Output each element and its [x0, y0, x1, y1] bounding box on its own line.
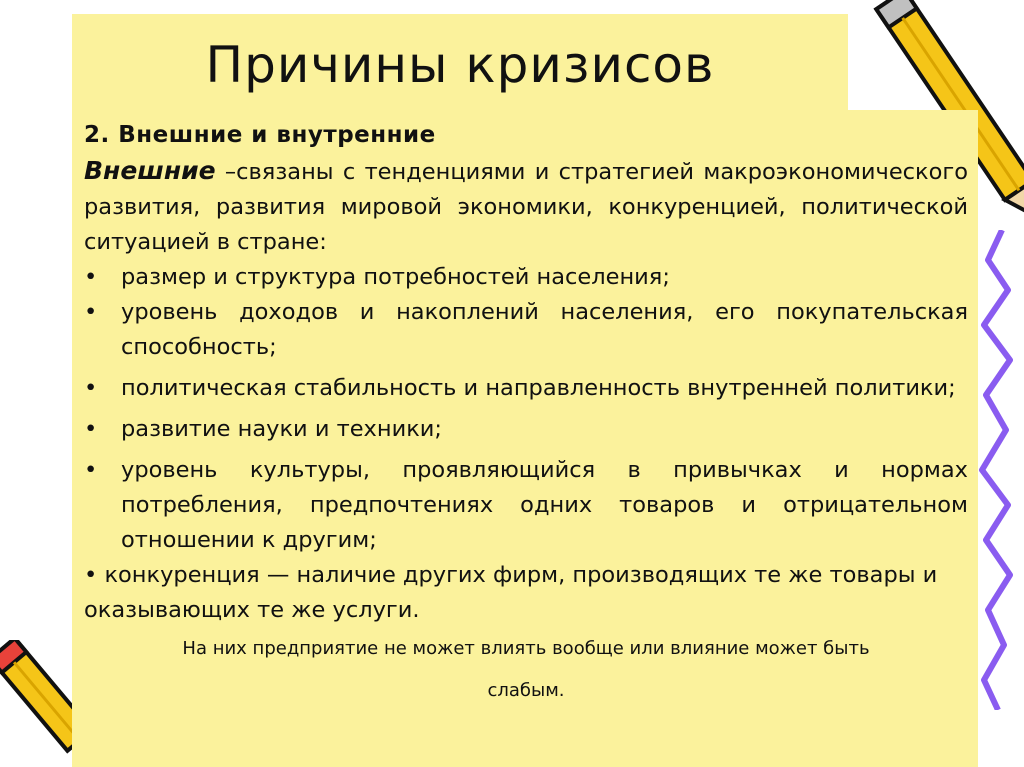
list-item	[84, 412, 968, 447]
section-heading: 2. Внешние и внутренние	[84, 122, 436, 148]
lead-text: –связаны с тенденциями и стратегией макроэкономического развития, развития мировой экономики, конкуренцией, политической ситуацией в стране:	[84, 159, 969, 255]
list-item	[84, 295, 968, 365]
lead-word: Внешние	[84, 156, 216, 185]
competition-text: конкуренция — наличие других фирм, производящих те же товары и оказывающих те же услуги.	[84, 562, 938, 623]
bullet-icon: •	[84, 299, 98, 325]
bullet-icon: •	[84, 562, 98, 588]
note-text	[84, 636, 968, 704]
bullet-icon: •	[84, 264, 98, 290]
list-item-text: уровень культуры, проявляющийся в привычках и нормах потребления, предпочтениях одних товаров и отрицательном отношении к другим;	[121, 457, 968, 553]
slide-content	[84, 118, 968, 704]
note-line-2: слабым.	[487, 680, 565, 701]
bullet-icon: •	[84, 375, 98, 401]
lead-paragraph	[84, 153, 968, 260]
list-item	[84, 260, 968, 295]
slide-title: Причины кризисов	[205, 36, 715, 94]
squiggle-decoration	[974, 230, 1024, 710]
note-line-1: На них предприятие не может влиять вообще или влияние может быть	[182, 638, 870, 659]
list-item-text: политическая стабильность и направленность внутренней политики;	[121, 375, 956, 401]
competition-item	[84, 558, 968, 628]
list-item-text: размер и структура потребностей населения;	[121, 264, 670, 290]
list-item-text: уровень доходов и накоплений населения, его покупательская способность;	[121, 299, 968, 360]
bullet-icon: •	[84, 416, 98, 442]
bullet-icon: •	[84, 457, 98, 483]
list-item	[84, 371, 968, 406]
factor-list	[84, 260, 968, 558]
list-item-text: развитие науки и техники;	[121, 416, 442, 442]
pencil-bottom-left-icon	[0, 640, 74, 760]
list-item	[84, 453, 968, 558]
title-panel	[72, 14, 848, 112]
